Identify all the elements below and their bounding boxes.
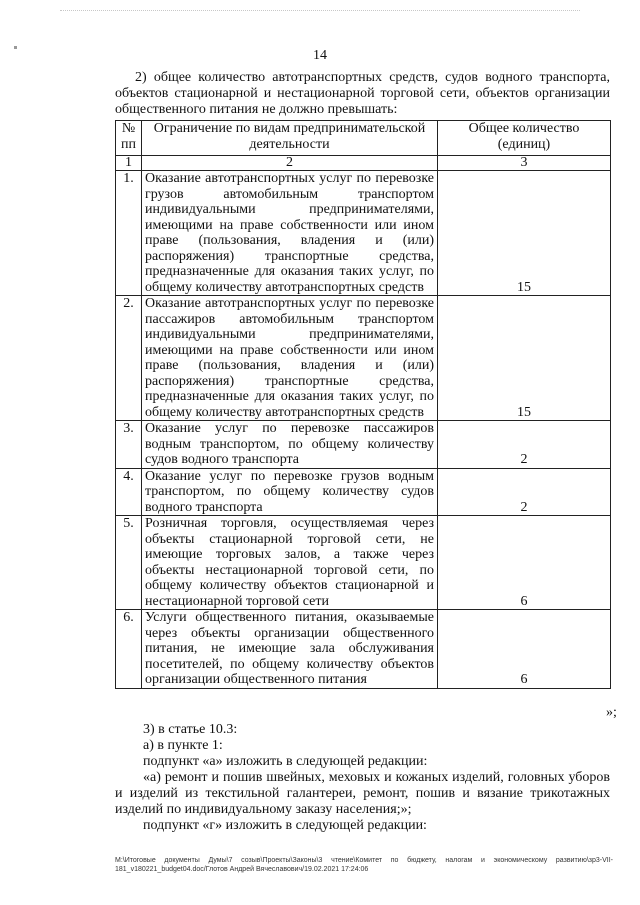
scan-artifact <box>60 10 580 15</box>
table-header-row <box>116 121 611 156</box>
index-cell: 1 <box>116 156 142 171</box>
page-number: 14 <box>313 48 327 63</box>
table-row <box>116 171 611 296</box>
table-index-row <box>116 156 611 171</box>
row-description: Розничная торговля, осуществляемая через объекты стационарной торговой сети, не имеющие торговых залов, а также через объекты нестационарной торговой сети, по общему количеству объектов стационарной и нестационарной торговой сети <box>142 516 438 610</box>
table-closing-quote: »; <box>606 705 617 720</box>
row-description: Оказание услуг по перевозке пассажиров водным транспортом, по общему количеству судов водного транспорта <box>142 421 438 469</box>
row-description: Оказание автотранспортных услуг по перевозке пассажиров автомобильным транспортом индивидуальными предпринимателями, имеющими на праве собственности или ином праве (пользования, владения и (или) распоряжения) транспортные средства, предназначенные для оказания таких услуг, по общему количеству автотранспортных средств <box>142 296 438 421</box>
intro-paragraph: 2) общее количество автотранспортных средств, судов водного транспорта, объектов стационарной и нестационарной торговой сети, объектов организации общественного питания не должно превышать: <box>115 70 610 117</box>
row-value: 2 <box>438 421 611 469</box>
row-value: 15 <box>438 171 611 296</box>
paragraph-point: а) в пункте 1: <box>143 738 223 753</box>
table-row <box>116 296 611 421</box>
header-number: № пп <box>116 121 142 156</box>
row-value: 15 <box>438 296 611 421</box>
row-number: 1. <box>116 171 142 296</box>
row-number: 2. <box>116 296 142 421</box>
row-description: Услуги общественного питания, оказываемые через объекты организации общественного питания, не имеющие зала обслуживания посетителей, по общему количеству объектов организации общественного питания <box>142 610 438 689</box>
paragraph-subpoint-a: подпункт «а» изложить в следующей редакции: <box>143 754 428 769</box>
file-path-footer: M:\Итоговые документы Думы\7 созыв\Проекты\Законы\3 чтение\Комитет по бюджету, налогам и экономическому развитию\зр3-VII-181_v180221_budget04.doc/Глотов Андрей Вячеславович/19.02.2021 17:24:06 <box>115 857 613 873</box>
paragraph-article: 3) в статье 10.3: <box>143 722 238 737</box>
row-value: 6 <box>438 610 611 689</box>
amendment-text <box>115 722 610 834</box>
table-row <box>116 468 611 516</box>
header-total: Общее количество (единиц) <box>438 121 611 156</box>
table-row <box>116 516 611 610</box>
row-number: 4. <box>116 468 142 516</box>
row-value: 2 <box>438 468 611 516</box>
row-number: 5. <box>116 516 142 610</box>
paragraph-subpoint-a-text: «а) ремонт и пошив швейных, меховых и кожаных изделий, головных уборов и изделий из текстильной галантереи, ремонт, пошив и вязание трикотажных изделий по индивидуальному заказу населения;»; <box>115 770 610 817</box>
row-description: Оказание автотранспортных услуг по перевозке грузов автомобильным транспортом индивидуальными предпринимателями, имеющими на праве собственности или ином праве (пользования, владения и (или) распоряжения) транспортные средства, предназначенные для оказания таких услуг, по общему количеству автотранспортных средств <box>142 171 438 296</box>
table-row <box>116 610 611 689</box>
row-description: Оказание услуг по перевозке грузов водным транспортом, по общему количеству судов водного транспорта <box>142 468 438 516</box>
paragraph-subpoint-g: подпункт «г» изложить в следующей редакции: <box>143 818 427 833</box>
row-value: 6 <box>438 516 611 610</box>
index-cell: 2 <box>142 156 438 171</box>
row-number: 6. <box>116 610 142 689</box>
row-number: 3. <box>116 421 142 469</box>
header-restriction: Ограничение по видам предпринимательской деятельности <box>142 121 438 156</box>
restrictions-table <box>115 120 611 689</box>
index-cell: 3 <box>438 156 611 171</box>
table-row <box>116 421 611 469</box>
